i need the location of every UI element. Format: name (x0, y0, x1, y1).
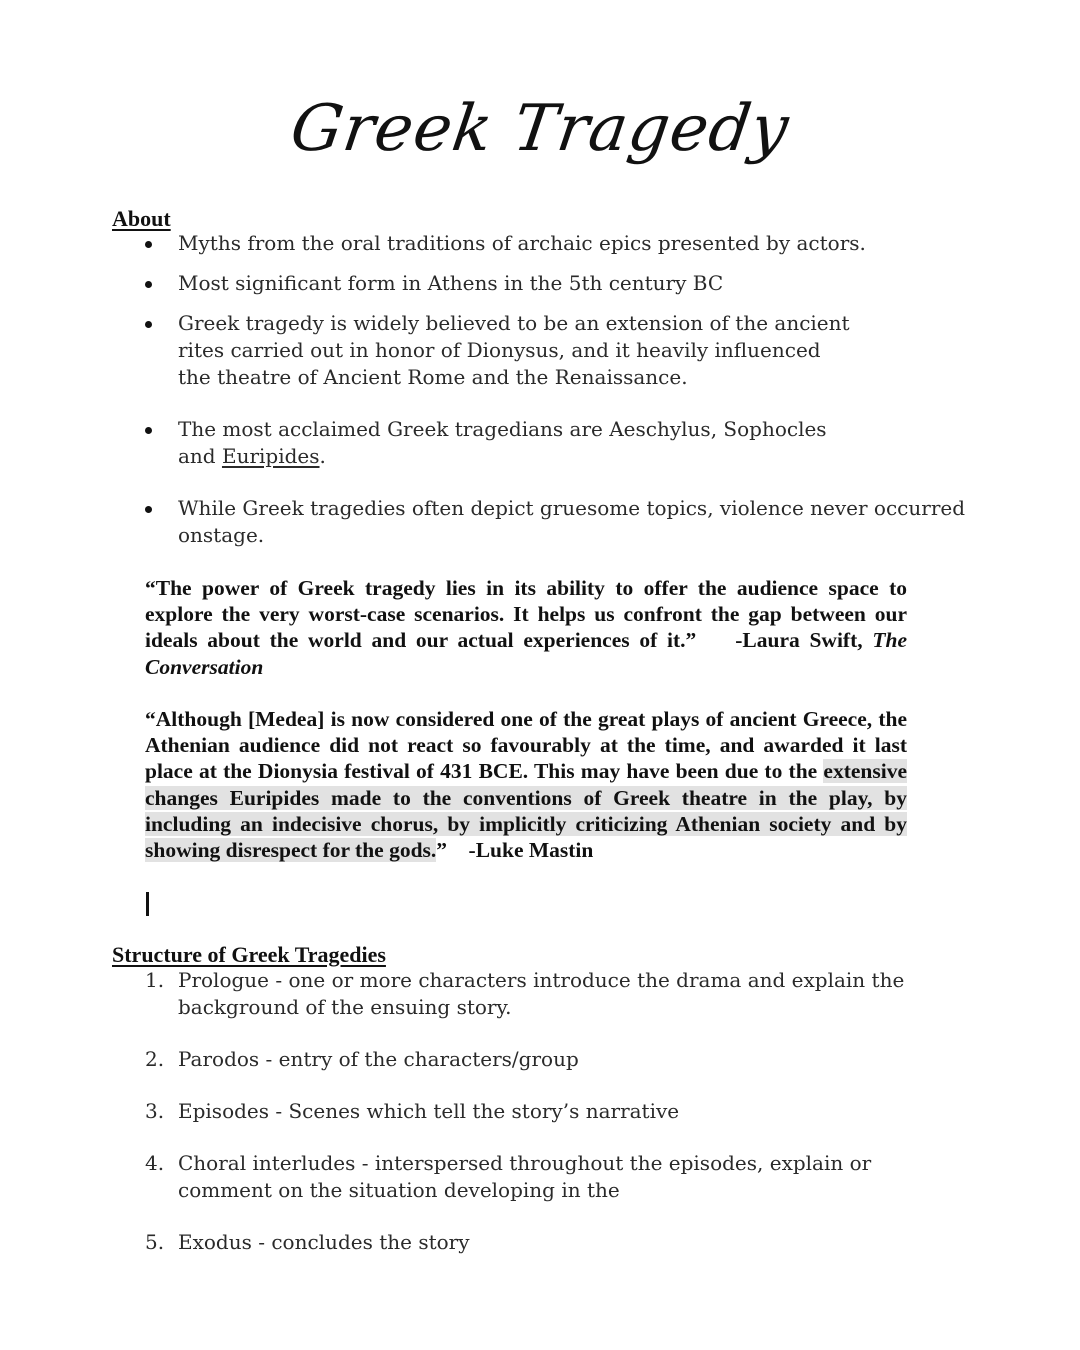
bullet-icon (145, 241, 152, 248)
highlighted-text[interactable]: extensive changes Euripides made to the conventions of Greek theatre in the play, by including an indecisive chorus, by implicitly criticizing Athenian society and by showing disrespect for the gods. (145, 759, 907, 863)
list-number: 2. (145, 1047, 165, 1071)
list-number: 4. (145, 1151, 165, 1175)
list-item-text: Parodos - entry of the characters/group (178, 1047, 579, 1071)
list-item (112, 270, 992, 297)
list-item-text: Choral interludes - interspersed throughout the episodes, explain or comment on the situation developing in the (178, 1151, 872, 1202)
list-item (112, 310, 858, 391)
quote-swift (145, 575, 907, 680)
list-item-text: Episodes - Scenes which tell the story’s narrative (178, 1099, 680, 1123)
list-item (112, 416, 858, 470)
bullet-icon (145, 281, 152, 288)
about-list (112, 230, 992, 549)
list-item-text: While Greek tragedies often depict gruesome topics, violence never occurred onstage. (178, 496, 966, 547)
bullet-icon (145, 427, 152, 434)
list-item (112, 1046, 992, 1073)
quote-text-end: ” (436, 838, 448, 863)
quote-source: The Conversation (145, 628, 908, 679)
quote-text: “Although [Medea] is now considered one of the great plays of ancient Greece, the Athenian audience did not react so favourably at the time, and awarded it last place at the Dionysia festival of 431 BCE. This may have been due to the (145, 707, 907, 784)
list-item (112, 1098, 992, 1125)
bullet-icon (145, 321, 152, 328)
list-number: 3. (145, 1099, 165, 1123)
list-item-text: Prologue - one or more characters introduce the drama and explain the background of the ensuing story. (178, 968, 905, 1019)
list-item (112, 1150, 948, 1204)
list-item-text: Myths from the oral traditions of archaic epics presented by actors. (178, 231, 866, 255)
list-number: 5. (145, 1230, 165, 1254)
list-number: 1. (145, 968, 165, 992)
about-heading: About (112, 206, 171, 231)
list-item-text: Greek tragedy is widely believed to be an extension of the ancient rites carried out in honor of Dionysus, and it heavily influenced the theatre of Ancient Rome and the Renaissance. (178, 311, 850, 389)
quote-attribution: -Laura Swift, (735, 628, 863, 653)
quote-attribution: -Luke Mastin (468, 838, 594, 863)
list-item (112, 495, 978, 549)
list-item (112, 1229, 992, 1256)
list-item-text: Exodus - concludes the story (178, 1230, 470, 1254)
list-item-text-end: . (319, 444, 326, 468)
euripides-link[interactable]: Euripides (221, 444, 320, 468)
list-item-text: The most acclaimed Greek tragedians are Aeschylus, Sophocles and (178, 417, 827, 468)
structure-list (112, 967, 992, 1256)
structure-heading: Structure of Greek Tragedies (112, 942, 386, 967)
list-item-text: Most significant form in Athens in the 5th century BC (178, 271, 724, 295)
text-cursor (146, 892, 149, 916)
list-item (112, 230, 992, 257)
list-item (112, 967, 958, 1021)
bullet-icon (145, 506, 152, 513)
quote-mastin (145, 706, 907, 863)
quote-text: “The power of Greek tragedy lies in its ability to offer the audience space to explore the very worst-case scenarios. It helps us confront the gap between our ideals about the world and our actual experiences of it.” (145, 576, 907, 653)
page-title: Greek Tragedy (286, 92, 794, 166)
